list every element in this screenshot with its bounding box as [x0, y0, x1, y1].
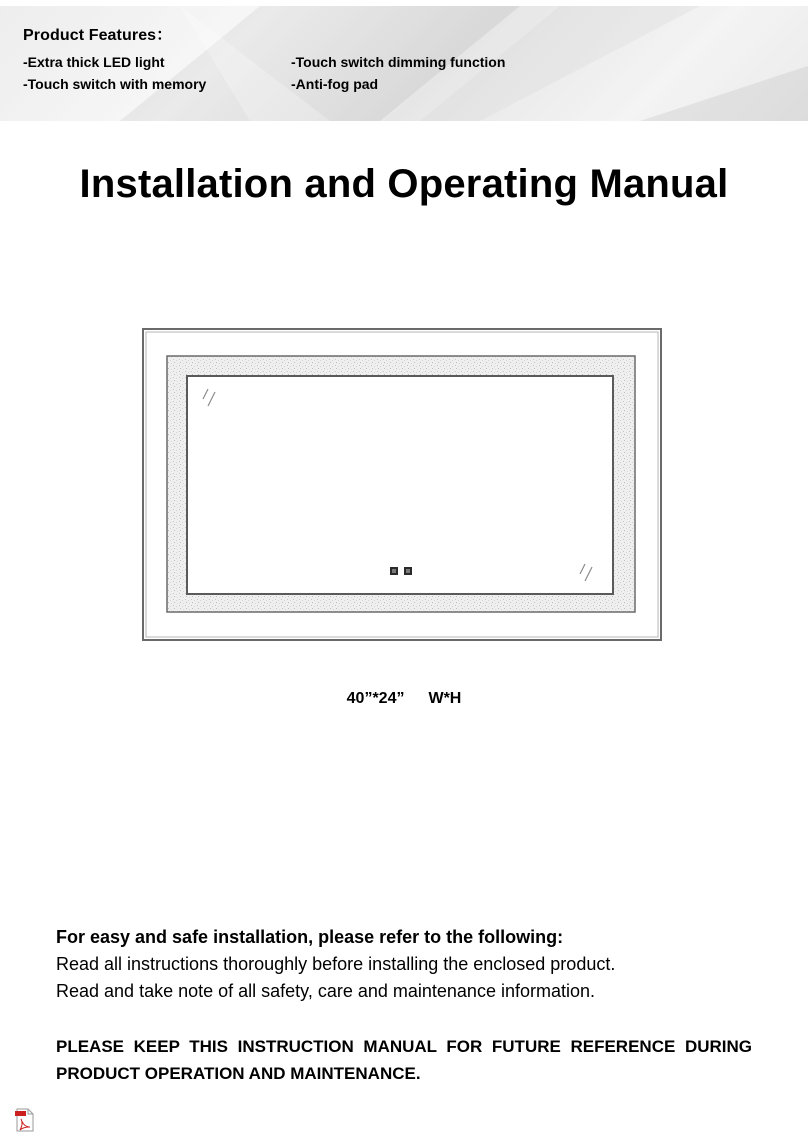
instruction-line: Read and take note of all safety, care and maintenance information. — [56, 981, 595, 1001]
feature-item: -Touch switch with memory — [23, 76, 207, 92]
dimension-size: 40”*24” — [346, 690, 405, 707]
mirror-dimensions — [0, 690, 808, 708]
led-mirror-illustration — [142, 328, 664, 644]
keep-manual-note: PLEASE KEEP THIS INSTRUCTION MANUAL FOR FUTURE REFERENCE DURING PRODUCT OPERATION AND MAINTENANCE. — [56, 1037, 752, 1083]
feature-item: -Touch switch dimming function — [291, 54, 506, 70]
mirror-glass — [187, 376, 613, 594]
instruction-line: Read all instructions thoroughly before installing the enclosed product. — [56, 954, 616, 974]
instructions-heading: For easy and safe installation, please refer to the following: — [56, 927, 564, 947]
pdf-file-icon — [14, 1108, 36, 1132]
product-features-title: Product Features： — [23, 27, 173, 44]
manual-title: Installation and Operating Manual — [79, 162, 729, 206]
feature-item: -Extra thick LED light — [23, 54, 165, 70]
dimension-label: W*H — [428, 690, 462, 707]
product-features-banner — [0, 6, 808, 121]
feature-item: -Anti-fog pad — [291, 76, 379, 92]
